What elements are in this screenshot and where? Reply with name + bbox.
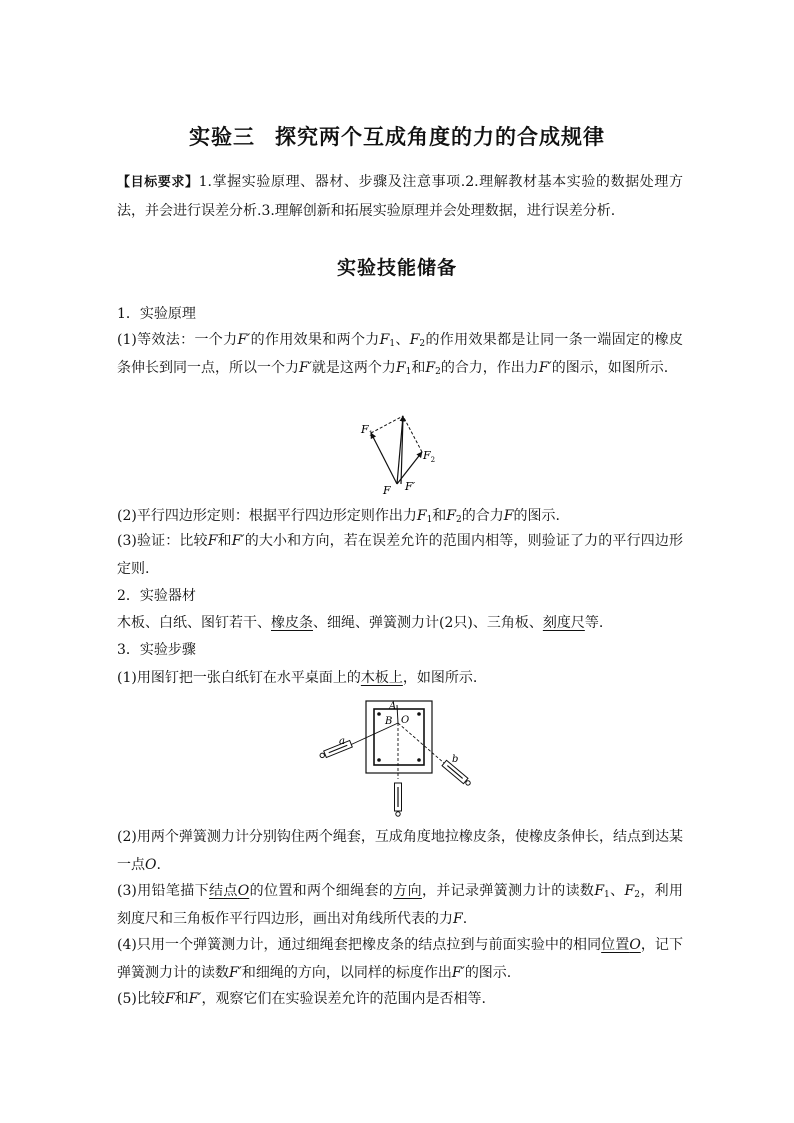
step-1: (1)用图钉把一张白纸钉在水平桌面上的木板上，如图所示. xyxy=(117,670,478,686)
f1-vector xyxy=(371,433,397,484)
spring-scale-a xyxy=(319,741,352,760)
page-title: 实验三 探究两个互成角度的力的合成规律 xyxy=(189,125,605,149)
wooden-board xyxy=(366,701,432,773)
heading-principle: 1．实验原理 xyxy=(117,306,196,322)
pin xyxy=(377,758,381,762)
dashed-side-2 xyxy=(403,416,422,452)
label-O: O xyxy=(401,715,410,726)
step-2: (2)用两个弹簧测力计分别钩住两个绳套，互成角度地拉橡皮条，使橡皮条伸长，结点到达某一点O. xyxy=(117,829,683,873)
section-title: 实验技能储备 xyxy=(336,257,457,279)
heading-equipment: 2．实验器材 xyxy=(117,588,196,604)
label-B: B xyxy=(385,716,393,727)
parallelogram-figure xyxy=(350,410,460,500)
rubber-band xyxy=(397,705,398,723)
goal-paragraph xyxy=(117,168,683,225)
label-A: A xyxy=(389,701,397,712)
apparatus-figure xyxy=(318,697,478,823)
pin xyxy=(417,712,421,716)
pin xyxy=(417,758,421,762)
label-f1: $F_1$ xyxy=(361,423,374,438)
label-f2: $F_2$ xyxy=(423,449,436,464)
heading-steps: 3．实验步骤 xyxy=(117,642,196,658)
pin xyxy=(377,712,381,716)
principle-p1: (1)等效法：一个力F′的作用效果和两个力$F_1$、$F_2$的作用效果都是让同一条一端固定的橡皮条伸长到同一点，所以一个力F′就是这两个力$F_1$和$F_2$的合力，作出力F′的图示，如图所示. xyxy=(117,332,684,377)
goal-tag: 【目标要求】 xyxy=(117,175,199,190)
equipment-text: 木板、白纸、图钉若干、橡皮条、细绳、弹簧测力计(2只)、三角板、刻度尺等. xyxy=(117,615,604,631)
white-paper xyxy=(374,709,424,765)
spring-scale-single xyxy=(395,783,402,816)
dashed-side-3 xyxy=(371,416,403,433)
string-b xyxy=(398,723,444,763)
principle-p2: (2)平行四边形定则：根据平行四边形定则作出力$F_1$和$F_2$的合力F的图示. xyxy=(117,508,560,525)
step-4: (4)只用一个弹簧测力计，通过细绳套把橡皮条的结点拉到与前面实验中的相同位置O，记下弹簧测力计的读数F′和细绳的方向，以同样的标度作出F′的图示. xyxy=(117,937,684,981)
label-a: a xyxy=(339,736,345,747)
label-f: F xyxy=(383,484,391,497)
goal-text: 1.掌握实验原理、器材、步骤及注意事项.2.理解教材基本实验的数据处理方法，并会进行误差分析.3.理解创新和拓展实验原理并会处理数据，进行误差分析. xyxy=(117,174,683,219)
label-b: b xyxy=(452,754,459,765)
step-3: (3)用铅笔描下结点O的位置和两个细绳套的方向，并记录弹簧测力计的读数$F_1$、$F_2$，利用刻度尺和三角板作平行四边形，画出对角线所代表的力F. xyxy=(117,883,684,927)
step-5: (5)比较F和F′，观察它们在实验误差允许的范围内是否相等. xyxy=(117,991,486,1007)
principle-p3: (3)验证：比较F和F′的大小和方向，若在误差允许的范围内相等，则验证了力的平行四边形定则. xyxy=(117,533,684,577)
label-fprime: F′ xyxy=(405,480,416,493)
